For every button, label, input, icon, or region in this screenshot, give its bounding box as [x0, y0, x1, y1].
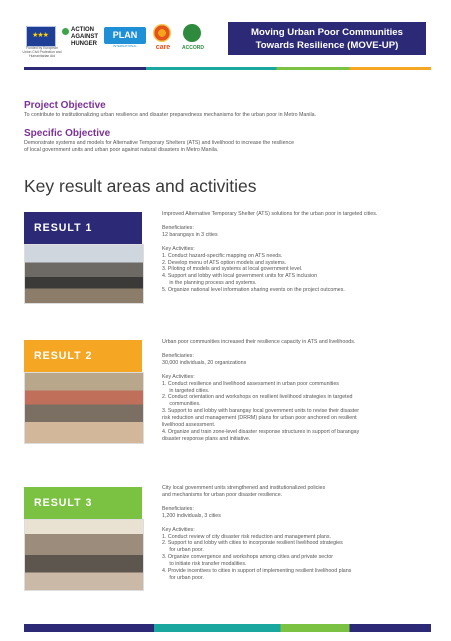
section-title: Key result areas and activities: [24, 176, 257, 196]
result-3-activity: 2. Support to and lobby with cities to incorporate resilient livelihood strategies: [162, 540, 343, 547]
footer-color-bar: [24, 624, 431, 632]
project-objective-text: To contribute to institutionalizing urban resilience and disaster preparedness mechanisms for the urban poor in Metro Manila.: [24, 112, 317, 118]
result-3-activity: to initiate risk transfer modalities.: [162, 561, 247, 568]
result-2-activity: 4. Organize and train zone-level disaster response structures in support of barangay: [162, 428, 360, 435]
result-3-activities-label: Key Activities:: [162, 526, 195, 533]
result-2-text: [162, 339, 434, 443]
specific-objective-heading: Specific Objective: [24, 128, 111, 139]
result-1-activity: 2. Develop menu of ATS option models and systems.: [162, 259, 287, 266]
result-1-activities-label: Key Activities:: [162, 245, 195, 252]
result-2-beneficiaries-label: Beneficiaries:: [162, 352, 194, 359]
specific-objective-line2: of local government units and urban poor against natural disasters in Metro Manila.: [24, 146, 219, 153]
result-2-photo: [24, 372, 144, 444]
result-3-text: [162, 485, 434, 582]
accord-logo-text: ACCORD: [182, 45, 204, 51]
result-2-activity: in targeted cities.: [162, 387, 210, 394]
result-2-summary: Urban poor communities increased their resilience capacity in ATS and livelihoods.: [162, 339, 356, 345]
result-1-beneficiaries-label: Beneficiaries:: [162, 224, 194, 231]
result-3-activity: 3. Organize convergence and workshops among cities and private sector: [162, 554, 334, 561]
eu-stars-icon: ★★★: [32, 32, 48, 39]
result-3-activity: for urban poor.: [162, 574, 204, 581]
title-line1: Moving Urban Poor Communities: [251, 27, 403, 38]
accord-logo-icon: [183, 24, 201, 42]
document-title-box: [228, 22, 426, 55]
specific-objective-line1: Demonstrate systems and models for Alternative Temporary Shelters (ATS) and livelihood to increase the resilience: [24, 140, 295, 146]
result-3-photo: [24, 519, 144, 591]
header-color-stripe: [24, 67, 431, 70]
result-3-activity: 1. Conduct review of city disaster risk reduction and management plans.: [162, 533, 331, 540]
result-1-beneficiaries: 12 barangays in 3 cities: [162, 231, 218, 238]
action-against-hunger-mark-icon: [62, 28, 69, 35]
result-3-banner: RESULT 3: [24, 487, 142, 519]
result-2-activity: risk reduction and management (DRRM) plans for urban poor anchored on resilient: [162, 415, 357, 422]
result-1-activity: 3. Piloting of models and systems at local government level.: [162, 266, 303, 273]
result-1-activity: 5. Organize national level information sharing events on the project outcomes.: [162, 287, 345, 294]
result-3-summary-line2: and mechanisms for urban poor disaster resilience.: [162, 491, 283, 498]
care-logo-icon: [153, 24, 171, 42]
result-2-banner: RESULT 2: [24, 340, 142, 372]
result-1-activity: 1. Conduct hazard-specific mapping on ATS needs.: [162, 252, 283, 259]
action-against-hunger-logo: [71, 27, 107, 48]
aah-line3: HUNGER: [71, 41, 98, 47]
result-1-activity: 4. Support and lobby with local government units for ATS inclusion: [162, 273, 318, 280]
plan-subtitle: INTERNATIONAL: [113, 44, 137, 48]
result-1-summary: Improved Alternative Temporary Shelter (ATS) solutions for the urban poor in targeted cities.: [162, 211, 378, 217]
result-3-activity: 4. Provide incentives to cities in support of implementing resilient livelihood plans: [162, 568, 352, 575]
result-3-summary-line1: City local government units strengthened and institutionalized policies: [162, 485, 326, 491]
result-1-photo: [24, 244, 144, 304]
result-2-activity: livelihood assessment.: [162, 422, 216, 429]
plan-logo: PLAN: [104, 27, 146, 44]
result-3-beneficiaries-label: Beneficiaries:: [162, 505, 194, 512]
result-2-beneficiaries: 30,000 individuals, 20 organizations: [162, 359, 247, 366]
care-logo-text: care: [155, 44, 171, 51]
aah-line1: ACTION: [71, 27, 94, 33]
result-2-activities-label: Key Activities:: [162, 373, 195, 380]
eu-caption: Funded by European Union Civil Protection and Humanitarian Aid: [22, 46, 62, 58]
result-3-beneficiaries: 1,200 individuals, 3 cities: [162, 512, 221, 519]
result-2-activity: communities.: [162, 401, 201, 408]
result-1-banner: RESULT 1: [24, 212, 142, 244]
result-2-activity: 3. Support to and lobby with barangay local government units to revise their disaster: [162, 408, 359, 415]
aah-line2: AGAINST: [71, 34, 98, 40]
result-3-activity: for urban poor.: [162, 547, 204, 554]
project-objective-heading: Project Objective: [24, 100, 106, 111]
result-2-activity: disaster response plans and initiative.: [162, 435, 251, 442]
result-2-activity: 2. Conduct orientation and workshops on resilient livelihood strategies in targeted: [162, 394, 353, 401]
specific-objective-text: [24, 140, 434, 154]
result-1-text: [162, 211, 432, 294]
result-1-activity: in the planning process and systems.: [162, 280, 257, 287]
title-line2: Towards Resilience (MOVE-UP): [255, 40, 399, 51]
result-2-activity: 1. Conduct resilience and livelihood assessment in urban poor communities: [162, 380, 339, 387]
